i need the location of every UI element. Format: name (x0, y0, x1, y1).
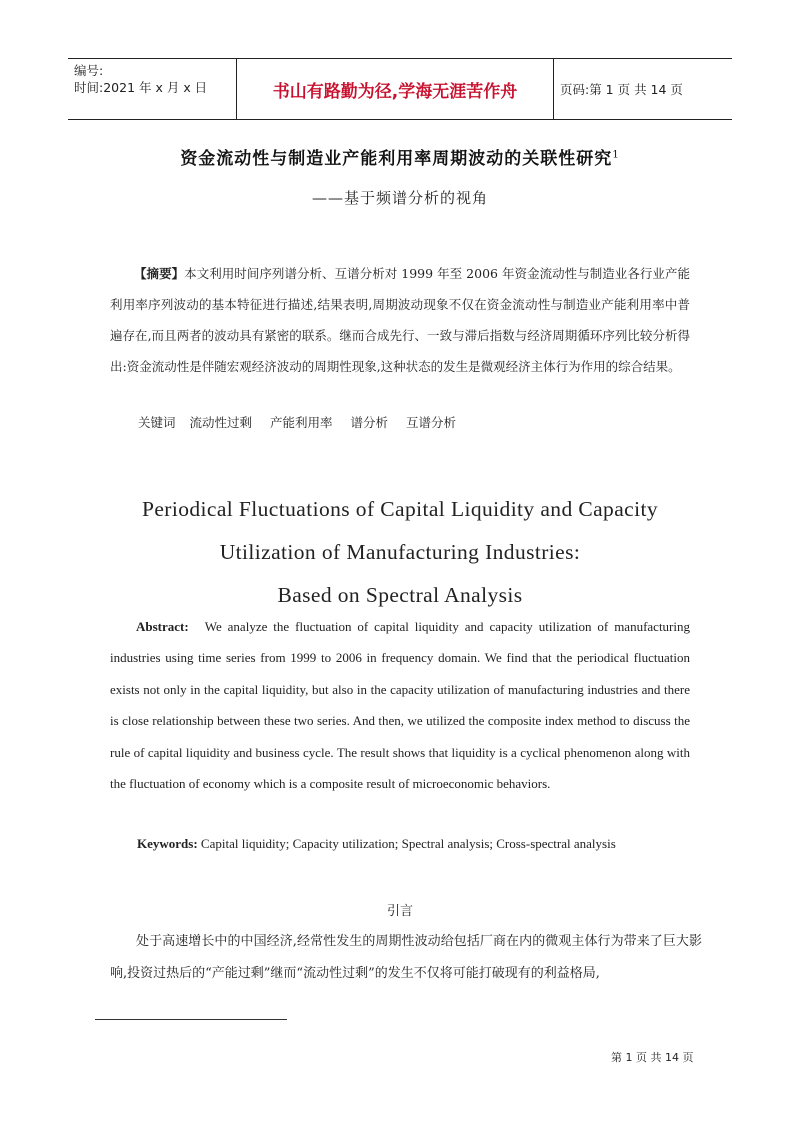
chinese-keyword: 谱分析 (350, 415, 389, 430)
english-keywords (137, 836, 616, 852)
intro-paragraph: 处于高速增长中的中国经济,经常性发生的周期性波动给包括厂商在内的微观主体行为带来了巨大影响,投资过热后的“产能过剩”继而“流动性过剩”的发生不仅将可能打破现有的利益格局, (110, 934, 702, 981)
chinese-abstract-text: 本文利用时间序列谱分析、互谱分析对 1999 年至 2006 年资金流动性与制造业各行业产能利用率序列波动的基本特征进行描述,结果表明,周期波动现象不仅在资金流动性与制造业产能利用率中普遍存在,而且两者的波动具有紧密的联系。继而合成先行、一致与滞后指数与经济周期循环序列比较分析得出:资金流动性是伴随宏观经济波动的周期性现象,这种状态的发生是微观经济主体行为作用的综合结果。 (110, 266, 690, 374)
section-heading-intro: 引言 (386, 904, 413, 919)
english-keywords-label: Keywords: (137, 836, 198, 851)
header-motto: 书山有路勤为径,学海无涯苦作舟 (236, 59, 554, 119)
document-subtitle: ——基于频谱分析的视角 (311, 189, 488, 207)
chinese-keyword: 互谱分析 (406, 415, 457, 430)
english-title-line: Based on Spectral Analysis (277, 583, 523, 607)
header-page-info: 页码:第 1 页 共 14 页 (560, 82, 683, 97)
chinese-abstract (110, 258, 690, 382)
header-time: 时间:2021 年 x 月 x 日 (74, 80, 208, 95)
page-header (68, 58, 732, 120)
page-footer: 第 1 页 共 14 页 (611, 1051, 694, 1064)
chinese-abstract-label: 【摘要】 (134, 266, 185, 281)
english-abstract-label: Abstract: (136, 619, 189, 634)
title-footnote-mark: 1 (612, 149, 620, 161)
document-title (0, 144, 800, 169)
chinese-keyword: 产能利用率 (270, 415, 333, 430)
chinese-keyword: 流动性过剩 (189, 415, 253, 430)
english-title (0, 488, 800, 617)
english-title-line: Utilization of Manufacturing Industries: (219, 540, 581, 564)
chinese-keywords-label: 关键词 (138, 415, 176, 430)
english-abstract-text: We analyze the fluctuation of capital liquidity and capacity utilization of manufacturing industries using time series from 1999 to 2006 in frequency domain. We find that the periodical fluctuation exists not only in the capital liquidity, but also in the capacity utilization of manufacturing industries and there is close relationship between these two series. And then, we utilized the composite index method to discuss the rule of capital liquidity and business cycle. The result shows that liquidity is a cyclical phenomenon along with the fluctuation of economy which is a composite result of microeconomic behaviors. (110, 619, 690, 792)
chinese-keywords (138, 413, 470, 431)
header-meta (74, 62, 244, 96)
english-keywords-text: Capital liquidity; Capacity utilization; Spectral analysis; Cross-spectral analysis (200, 836, 616, 851)
english-abstract (110, 611, 690, 799)
footnote-divider (95, 1019, 287, 1020)
header-number: 编号: (74, 63, 104, 78)
title-text: 资金流动性与制造业产能利用率周期波动的关联性研究 (180, 149, 613, 169)
english-title-line: Periodical Fluctuations of Capital Liquidity and Capacity (141, 497, 658, 521)
